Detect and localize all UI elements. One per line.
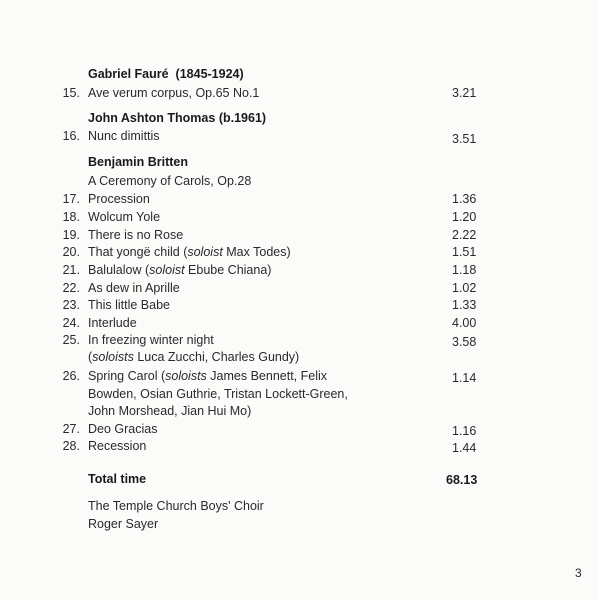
track-number: 18. [62,210,80,224]
track-title [88,367,327,385]
soloist-name: Ebube Chiana) [184,263,272,277]
soloist-names: James Bennett, Felix [206,369,328,383]
track-number: 23. [62,298,80,312]
track-title: As dew in Aprille [88,281,180,295]
track-title: Interlude [88,316,137,330]
track-row [0,208,599,226]
track-duration: 2.22 [452,228,477,242]
composer-dates: (b.1961) [218,111,267,125]
track-number: 16. [62,129,80,143]
track-number: 27. [62,422,80,436]
track-number: 15. [62,86,80,100]
track-duration: 1.20 [452,210,477,224]
track-number: 26. [62,369,80,383]
track-row [0,261,599,279]
composer-name: Gabriel Fauré [88,67,169,81]
track-duration: 3.51 [452,132,477,146]
composer-dates: (1845-1924) [175,67,244,81]
composer-heading [88,67,244,81]
track-number: 28. [62,439,80,453]
track-row [0,243,599,261]
soloist-label: soloist [187,245,223,259]
track-title-text: That yongë child ( [88,245,188,259]
performer-choir: The Temple Church Boys' Choir [88,499,264,513]
track-duration: 1.02 [452,281,477,295]
track-row [0,84,599,102]
track-title: In freezing winter night [88,333,214,347]
track-title: Procession [88,192,150,206]
soloist-label: soloists [165,369,207,383]
track-duration: 1.51 [452,245,477,259]
track-title-text: Spring Carol ( [88,369,166,383]
track-title-continuation: Bowden, Osian Guthrie, Tristan Lockett-Green, [88,387,348,401]
track-duration: 1.36 [452,192,477,206]
soloist-name: Max Todes) [222,245,291,259]
performer-conductor: Roger Sayer [88,517,159,531]
track-duration: 1.18 [452,263,477,277]
track-duration: 4.00 [452,316,477,330]
track-duration: 1.14 [452,371,477,385]
track-title: There is no Rose [88,228,184,242]
continuation-text: ( [88,350,93,364]
track-title-continuation: John Morshead, Jian Hui Mo) [88,404,252,418]
composer-heading [88,111,266,125]
soloist-label: soloists [92,350,134,364]
total-time-value: 68.13 [446,473,478,487]
track-row [0,331,599,349]
track-title-continuation [88,348,299,366]
composer-heading [88,155,188,169]
soloist-names: Luca Zucchi, Charles Gundy) [133,350,300,364]
soloist-label: soloist [149,263,185,277]
track-row [0,314,599,332]
track-row [0,127,599,145]
composer-name: Benjamin Britten [88,155,189,169]
track-row [0,296,599,314]
work-title: A Ceremony of Carols, Op.28 [88,174,252,188]
track-duration: 1.16 [452,424,477,438]
track-row [0,190,599,208]
track-duration: 3.58 [452,335,477,349]
total-time-label: Total time [88,472,147,486]
composer-name: John Ashton Thomas [88,111,216,125]
track-title: Recession [88,439,147,453]
track-title: Deo Gracias [88,422,158,436]
track-row [0,226,599,244]
page-number: 3 [575,566,582,580]
track-row [0,367,599,385]
track-number: 17. [62,192,80,206]
track-number: 19. [62,228,80,242]
track-row [0,437,599,455]
track-title [88,261,271,279]
track-row [0,279,599,297]
track-duration: 3.21 [452,86,477,100]
track-title-text: Balulalow ( [88,263,150,277]
track-number: 22. [62,281,80,295]
track-row [0,420,599,438]
track-title: Wolcum Yole [88,210,161,224]
track-title: Ave verum corpus, Op.65 No.1 [88,86,260,100]
track-duration: 1.44 [452,441,477,455]
track-duration: 1.33 [452,298,477,312]
track-number: 25. [62,333,80,347]
track-title: This little Babe [88,298,170,312]
track-number: 21. [62,263,80,277]
track-title: Nunc dimittis [88,129,160,143]
track-number: 24. [62,316,80,330]
track-title [88,243,291,261]
track-number: 20. [62,245,80,259]
